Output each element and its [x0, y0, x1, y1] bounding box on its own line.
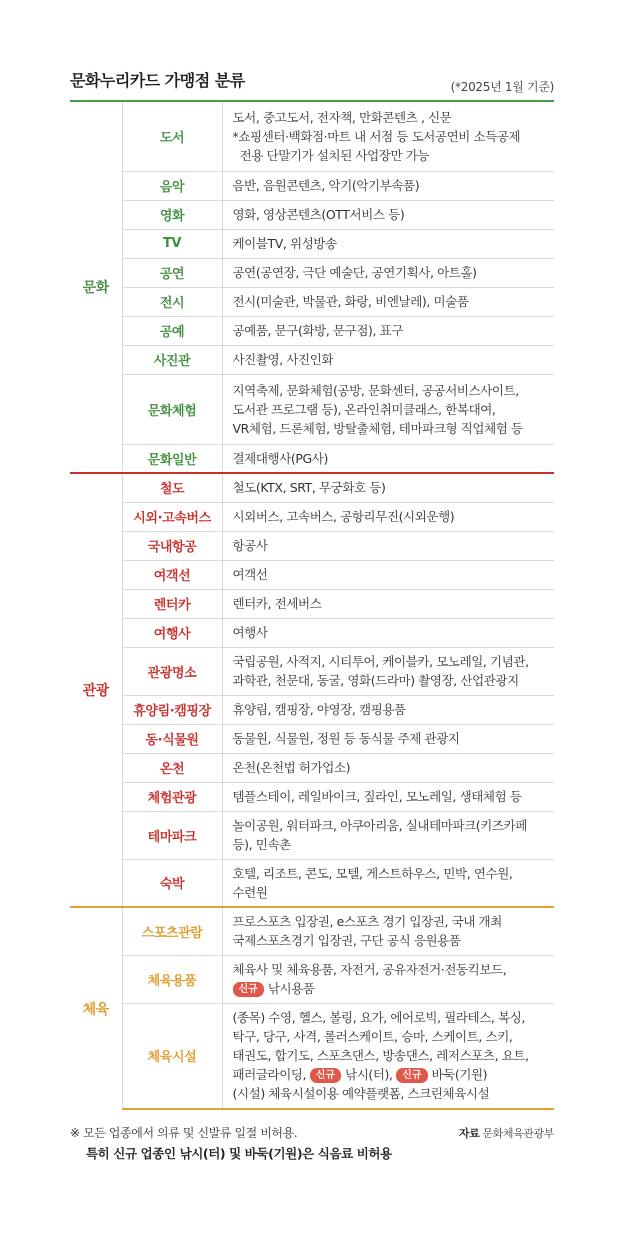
description-line [233, 507, 555, 526]
description-text: 공연(공연장, 극단 예술단, 공연기획사, 아트홀) [232, 265, 477, 280]
table-row [70, 724, 554, 753]
description-text: 도서관 프로그램 등), 온라인취미클래스, 한복대여, [232, 401, 496, 417]
table-row [70, 345, 554, 374]
description [222, 1003, 554, 1109]
table-row [70, 200, 554, 229]
description-line [233, 1084, 555, 1103]
description-line [233, 864, 555, 883]
table-row [70, 618, 554, 647]
description [222, 171, 554, 200]
subcategory: 여행사 [122, 618, 222, 647]
table-row [70, 374, 554, 444]
subcategory: 사진관 [122, 345, 222, 374]
description-text: 국제스포츠경기 입장권, 구단 공식 응원용품 [232, 933, 461, 949]
table-row [70, 647, 554, 695]
description-line [233, 931, 555, 950]
table-row [70, 811, 554, 859]
source-text: 문화체육관광부 [482, 1127, 554, 1140]
table-row [70, 907, 554, 955]
table-row [70, 695, 554, 724]
description [222, 444, 554, 473]
page-title: 문화누리카드 가맹점 분류 [70, 71, 245, 90]
description-text: 여행사 [232, 625, 268, 640]
table-row [70, 859, 554, 907]
description [222, 724, 554, 753]
description-line [233, 400, 555, 419]
description [222, 258, 554, 287]
description [222, 647, 554, 695]
subcategory: 음악 [122, 171, 222, 200]
subcategory: 문화체험 [122, 374, 222, 444]
description-line [233, 176, 555, 195]
description [222, 374, 554, 444]
description-line [233, 594, 555, 613]
description-line [233, 758, 555, 777]
description-text: 공예품, 문구(화방, 문구점), 표구 [232, 323, 403, 338]
description-text: 호텔, 리조트, 콘도, 모텔, 게스트하우스, 민박, 연수원, [232, 865, 513, 881]
description-line [233, 536, 555, 555]
subcategory: 온천 [122, 753, 222, 782]
description-line [233, 671, 555, 690]
description-text: (종목) 수영, 헬스, 볼링, 요가, 에어로빅, 필라테스, 복싱, [232, 1010, 525, 1026]
description [222, 502, 554, 531]
description-line [233, 419, 555, 438]
subcategory: 스포츠관람 [122, 907, 222, 955]
description [222, 955, 554, 1003]
table-row [70, 287, 554, 316]
description-text: VR체험, 드론체험, 방탈출체험, 테마파크형 직업체험 등 [232, 420, 523, 436]
description-line [233, 108, 555, 127]
description-line [233, 205, 555, 224]
table-row [70, 589, 554, 618]
subcategory: 공연 [122, 258, 222, 287]
subcategory: 체험관광 [122, 782, 222, 811]
description [222, 753, 554, 782]
description [222, 531, 554, 560]
subcategory: 체육시설 [122, 1003, 222, 1109]
description-text: 낚시(터), [345, 1067, 393, 1083]
description-text: 등), 민속촌 [232, 837, 291, 852]
subcategory: 전시 [122, 287, 222, 316]
category-culture: 문화 [70, 101, 122, 473]
header [70, 66, 554, 96]
description [222, 473, 554, 502]
description [222, 316, 554, 345]
description-text: 국립공원, 사적지, 시티투어, 케이블카, 모노레일, 기념관, [232, 654, 529, 669]
description-line [233, 787, 555, 806]
description-line [233, 263, 555, 282]
table-row [70, 316, 554, 345]
description-line [233, 321, 555, 340]
description-text: 결제대행사(PG사) [232, 450, 328, 466]
description-line [233, 234, 555, 253]
classification-table [70, 100, 554, 1110]
description-line [233, 652, 555, 671]
description-text: 바둑(기원) [431, 1067, 488, 1083]
description-line [233, 381, 555, 400]
description-text: 지역축제, 문화체험(공방, 문화센터, 공공서비스사이트, [232, 382, 519, 398]
table-row [70, 229, 554, 258]
description [222, 811, 554, 859]
subcategory: 렌터카 [122, 589, 222, 618]
source [459, 1125, 554, 1141]
table-row [70, 753, 554, 782]
description-text: (시설) 체육시설이용 예약플랫폼, 스크린체육시설 [232, 1086, 490, 1102]
description-line [233, 1008, 555, 1027]
description [222, 618, 554, 647]
description-line [233, 127, 555, 146]
description-text: 케이블TV, 위성방송 [232, 236, 337, 251]
description-line [233, 449, 555, 468]
table-row [70, 258, 554, 287]
description-text: 동물원, 식물원, 정원 등 동식물 주제 관광지 [232, 731, 460, 746]
description-text: 태권도, 합기도, 스포츠댄스, 방송댄스, 레저스포츠, 요트, [232, 1048, 529, 1064]
description-text: 사진촬영, 사진인화 [232, 352, 334, 367]
description-text: 전용 단말기가 설치된 사업장만 가능 [232, 147, 430, 163]
footnote: ※ 모든 업종에서 의류 및 신발류 일절 비허용. [70, 1126, 298, 1140]
table-row [70, 531, 554, 560]
category-tourism: 관광 [70, 473, 122, 907]
subcategory: 도서 [122, 101, 222, 171]
description-text: 패러글라이딩, [232, 1067, 307, 1083]
description-text: 여객선 [232, 567, 268, 582]
description-text: 시외버스, 고속버스, 공항리무진(시외운행) [232, 509, 455, 524]
subcategory: 문화일반 [122, 444, 222, 473]
date-note: (*2025년 1월 기준) [450, 80, 554, 94]
subcategory: 공예 [122, 316, 222, 345]
description-text: 수련원 [232, 884, 268, 900]
description-line [233, 565, 555, 584]
description-line [233, 478, 555, 497]
subcategory: 동·식물원 [122, 724, 222, 753]
description-line [233, 350, 555, 369]
description [222, 907, 554, 955]
description-text: 체육사 및 체육용품, 자전거, 공유자전거·전동킥보드, [232, 962, 507, 977]
description-text: 철도(KTX, SRT, 무궁화호 등) [232, 480, 386, 496]
description-text: 항공사 [232, 538, 268, 553]
description-text: 온천(온천법 허가업소) [232, 760, 351, 775]
description-text: 전시(미술관, 박물관, 화랑, 비엔날레), 미술품 [232, 294, 469, 309]
description [222, 287, 554, 316]
description-line [233, 883, 555, 902]
table-row [70, 444, 554, 473]
description [222, 560, 554, 589]
description-text: 프로스포츠 입장권, e스포츠 경기 입장권, 국내 개최 [232, 914, 502, 930]
description [222, 695, 554, 724]
subcategory: TV [122, 229, 222, 258]
description-line [233, 835, 555, 854]
subcategory: 관광명소 [122, 647, 222, 695]
description [222, 782, 554, 811]
description [222, 345, 554, 374]
table-row [70, 955, 554, 1003]
subcategory: 체육용품 [122, 955, 222, 1003]
description-text: 음반, 음원콘텐츠, 악기(악기부속품) [232, 178, 420, 193]
subcategory: 숙박 [122, 859, 222, 907]
table-row [70, 171, 554, 200]
description-line [233, 146, 555, 165]
description-text: *쇼핑센터·백화점·마트 내 서점 등 도서공연비 소득공제 [232, 128, 521, 144]
table-row [70, 1003, 554, 1109]
description [222, 101, 554, 171]
description-text: 템플스테이, 레일바이크, 짚라인, 모노레일, 생태체험 등 [232, 789, 522, 804]
subcategory: 영화 [122, 200, 222, 229]
description-text: 놀이공원, 워터파크, 아쿠아리움, 실내테마파크(키즈카페 [232, 818, 527, 833]
description [222, 200, 554, 229]
subcategory: 테마파크 [122, 811, 222, 859]
description [222, 589, 554, 618]
description-line [233, 729, 555, 748]
description-text: 낚시용품 [267, 981, 315, 996]
description-line [233, 1065, 555, 1084]
description-line [233, 816, 555, 835]
description-line [233, 1046, 555, 1065]
description-line [233, 912, 555, 931]
description-line [233, 1027, 555, 1046]
new-badge: 신규 [396, 1068, 427, 1083]
table-row [70, 473, 554, 502]
description-line [233, 979, 555, 998]
description-line [233, 700, 555, 719]
subcategory: 휴양림·캠핑장 [122, 695, 222, 724]
description-text: 휴양림, 캠핑장, 야영장, 캠핑용품 [232, 702, 406, 717]
subcategory: 철도 [122, 473, 222, 502]
description-line [233, 960, 555, 979]
description [222, 229, 554, 258]
new-badge: 신규 [310, 1068, 341, 1083]
description-line [233, 623, 555, 642]
table-row [70, 101, 554, 171]
description-text: 영화, 영상콘텐츠(OTT서비스 등) [232, 207, 405, 222]
new-badge: 신규 [233, 982, 264, 997]
table-row [70, 502, 554, 531]
description-text: 과학관, 천문대, 동굴, 영화(드라마) 촬영장, 산업관광지 [232, 673, 519, 688]
description-text: 탁구, 당구, 사격, 롤러스케이트, 승마, 스케이트, 스키, [232, 1029, 513, 1045]
description [222, 859, 554, 907]
source-label: 자료 [458, 1127, 480, 1140]
subcategory: 국내항공 [122, 531, 222, 560]
subcategory: 시외·고속버스 [122, 502, 222, 531]
table-row [70, 560, 554, 589]
category-sports: 체육 [70, 907, 122, 1109]
table-row [70, 782, 554, 811]
description-line [233, 292, 555, 311]
description-text: 도서, 중고도서, 전자책, 만화콘텐츠 , 신문 [232, 109, 452, 125]
description-text: 렌터카, 전세버스 [232, 596, 322, 611]
footnote-bold: 특히 신규 업종인 낚시(터) 및 바둑(기원)은 식음료 비허용 [86, 1146, 392, 1161]
subcategory: 여객선 [122, 560, 222, 589]
